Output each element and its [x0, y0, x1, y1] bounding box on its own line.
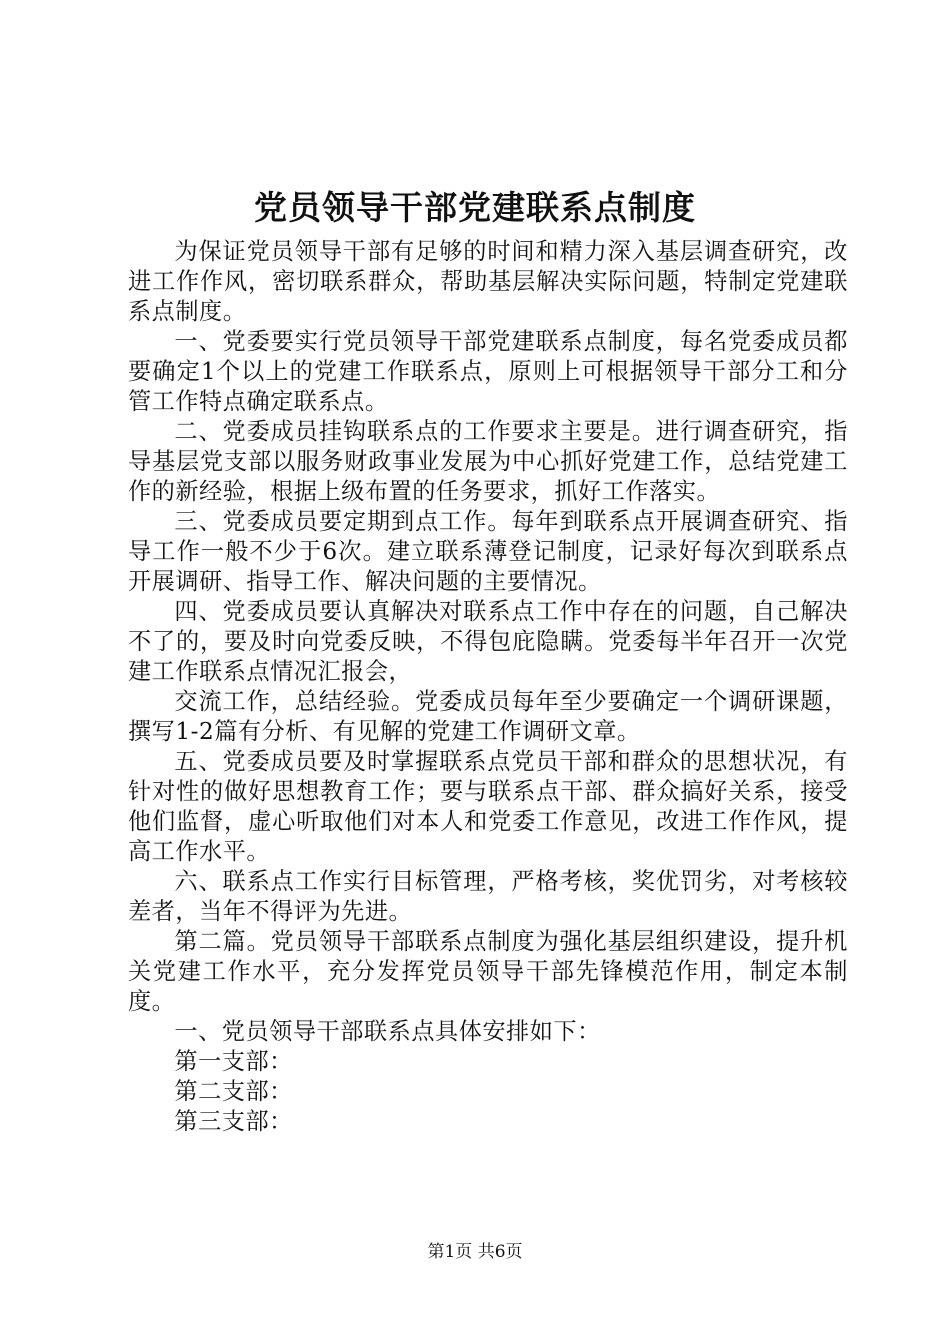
paragraph: 五、党委成员要及时掌握联系点党员干部和群众的思想状况，有针对性的做好思想教育工作；要与联系点干部、群众搞好关系，接受他们监督，虚心听取他们对本人和党委工作意见，改进工作作风，提高工作水平。	[128, 748, 848, 865]
paragraph: 交流工作，总结经验。党委成员每年至少要确定一个调研课题，撰写1-2篇有分析、有见解的党建工作调研文章。	[128, 688, 848, 745]
paragraph: 第三支部：	[174, 1108, 293, 1135]
document-body	[128, 237, 848, 1137]
paragraph: 三、党委成员要定期到点工作。每年到联系点开展调查研究、指导工作一般不少于6次。建立联系薄登记制度，记录好每次到联系点开展调研、指导工作、解决问题的主要情况。	[128, 508, 848, 595]
paragraph: 六、联系点工作实行目标管理，严格考核，奖优罚劣，对考核较差者，当年不得评为先进。	[128, 868, 848, 925]
paragraph: 二、党委成员挂钩联系点的工作要求主要是。进行调查研究，指导基层党支部以服务财政事业发展为中心抓好党建工作，总结党建工作的新经验，根据上级布置的任务要求，抓好工作落实。	[128, 418, 848, 505]
document-title: 党员领导干部党建联系点制度	[254, 188, 696, 227]
paragraph: 第二支部：	[174, 1078, 293, 1105]
paragraph: 一、党委要实行党员领导干部党建联系点制度，每名党委成员都要确定1个以上的党建工作联系点，原则上可根据领导干部分工和分管工作特点确定联系点。	[128, 328, 848, 415]
paragraph: 为保证党员领导干部有足够的时间和精力深入基层调查研究，改进工作作风，密切联系群众，帮助基层解决实际问题，特制定党建联系点制度。	[128, 238, 848, 325]
paragraph: 一、党员领导干部联系点具体安排如下：	[174, 1018, 601, 1045]
paragraph: 第二篇。党员领导干部联系点制度为强化基层组织建设，提升机关党建工作水平，充分发挥党员领导干部先锋模范作用，制定本制度。	[128, 928, 848, 1015]
page-footer: 第1页 共6页	[427, 1242, 523, 1262]
paragraph: 四、党委成员要认真解决对联系点工作中存在的问题，自己解决不了的，要及时向党委反映，不得包庇隐瞒。党委每半年召开一次党建工作联系点情况汇报会，	[128, 598, 848, 685]
paragraph: 第一支部：	[174, 1048, 293, 1075]
